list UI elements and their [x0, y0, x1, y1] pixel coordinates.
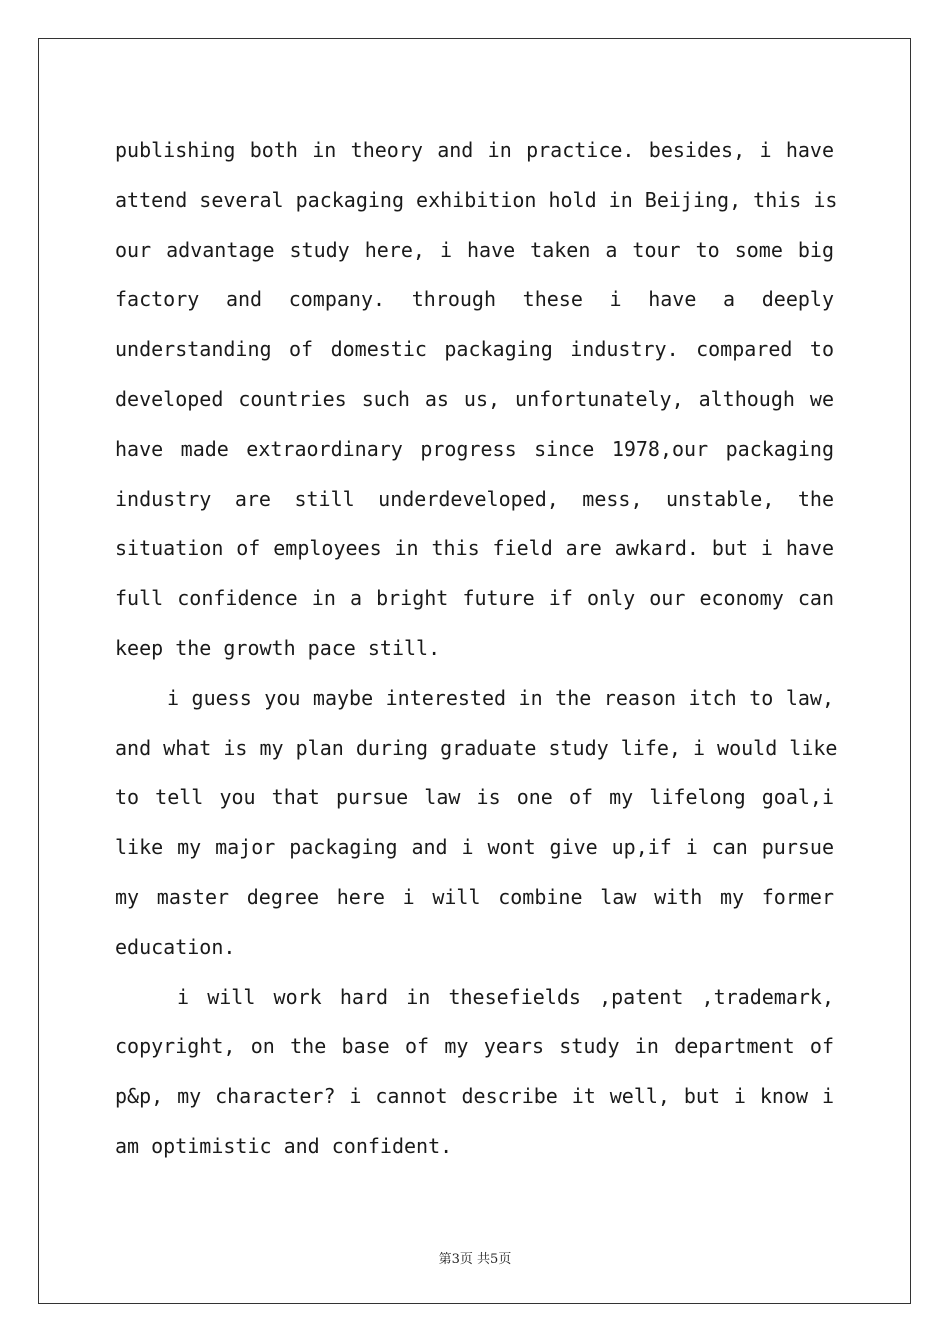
text-line: factory and company. through these i have a deeply: [115, 287, 834, 312]
text-line: our advantage study here, i have taken a tour to some big: [115, 237, 834, 262]
text-line: attend several packaging exhibition hold in Beijing, this is: [115, 187, 838, 212]
page-number-footer: 第3页 共5页: [438, 1252, 512, 1267]
text-line: publishing both in theory and in practice. besides, i have: [115, 138, 834, 162]
paragraph-3: [115, 973, 834, 1172]
text-line: like my major packaging and i wont give up,if i can pursue: [115, 835, 834, 860]
text-line: i guess you maybe interested in the reason itch to law,: [167, 685, 834, 710]
paragraph-2: [115, 674, 838, 973]
text-line: understanding of domestic packaging industry. compared to: [115, 337, 834, 362]
text-line: education.: [115, 934, 236, 959]
text-line: full confidence in a bright future if only our economy can: [115, 586, 834, 611]
text-line: situation of employees in this field are awkard. but i have: [115, 536, 834, 561]
text-line: keep the growth pace still.: [115, 635, 441, 660]
text-line: p&p, my character? i cannot describe it well, but i know i: [115, 1084, 834, 1109]
text-line: have made extraordinary progress since 1978,our packaging: [115, 436, 834, 461]
text-line: my master degree here i will combine law with my former: [115, 884, 834, 909]
text-line: to tell you that pursue law is one of my lifelong goal,i: [115, 785, 834, 810]
text-line: i will work hard in thesefields ,patent ,trademark,: [177, 984, 834, 1009]
text-line: copyright, on the base of my years study in department of: [115, 1034, 834, 1059]
text-line: industry are still underdeveloped, mess, unstable, the: [115, 486, 834, 511]
text-line: am optimistic and confident.: [115, 1133, 453, 1158]
paragraph-1: [115, 126, 838, 674]
document-body: [115, 126, 838, 1172]
text-line: and what is my plan during graduate study life, i would like: [115, 735, 838, 760]
text-line: developed countries such as us, unfortunately, although we: [115, 386, 834, 411]
